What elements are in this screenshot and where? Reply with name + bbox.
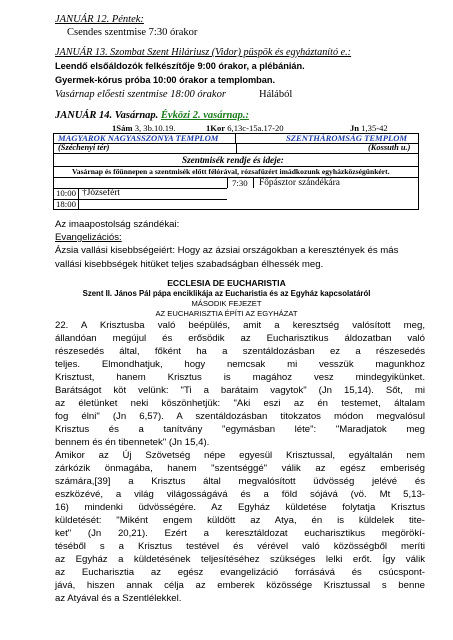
table-vrule-3 bbox=[253, 177, 254, 188]
table-rule-5 bbox=[53, 188, 227, 189]
table-rule-2 bbox=[53, 153, 419, 154]
article-line-2: állandóan megújul és erősödik az Eucharisztikus áldozatban való bbox=[55, 333, 425, 344]
article-line-10: bennem és én tibennetek" (Jn 15,4). bbox=[55, 437, 210, 448]
article-line-20: az Eucharisztia az egész evangelizáció forrásává és csúcspont- bbox=[55, 567, 425, 578]
prayer-label: Evangelizációs: bbox=[55, 232, 122, 243]
chapter-label: MÁSODIK FEJEZET bbox=[191, 299, 262, 308]
jan12-mass: Csendes szentmise 7:30 órakor bbox=[67, 27, 198, 38]
article-line-9: Krisztus és a tanítvány "egymásban léte": "Maradjatok meg bbox=[55, 424, 425, 435]
article-line-6: Barátságot köt velünk: "Ti a barátaim vagytok" (Jn 15,14). Sőt, mi bbox=[55, 385, 425, 396]
article-line-19: az Egyház a küldetésének teljesítéséhez szükséges lelki erőt. Így válik bbox=[55, 554, 425, 565]
article-subtitle: Szent II. János Pál pápa enciklikája az Eucharistia és az Egyház kapcsolatáról bbox=[82, 289, 371, 298]
table-vrule-2 bbox=[227, 177, 228, 188]
article-line-13: számára,[39] a Krisztus által megvalósított üdvösség jelévé és bbox=[55, 476, 425, 487]
right-mass-intention: Főpásztor szándékára bbox=[259, 178, 340, 188]
jan13-intention: Hálából bbox=[259, 89, 293, 100]
article-line-14: eszközévé, a világ világosságává és a föld sójává (vö. Mt 5,13- bbox=[55, 489, 425, 500]
left-church-place: (Széchenyi tér) bbox=[58, 143, 110, 152]
article-line-5: Krisztust, hanem Krisztus is magához vesz mindegyikünket. bbox=[55, 372, 425, 383]
article-line-11: Amikor az Új Szövetség népe egyesül Krisztussal, egyáltalán nem bbox=[55, 450, 425, 461]
rosary-note: Vasárnap és főünnepen a szentmisék előtt félórával, rózsafüzért imádkozunk egyházközségünkért. bbox=[72, 167, 390, 176]
article-line-16: küldetését: "Miként engem küldött az Atya, én is küldelek tite- bbox=[55, 515, 425, 526]
article-line-3: részesedés által, főként ha a szentáldozásban ez a részesedés bbox=[55, 346, 425, 357]
article-line-8: fog élni" (Jn 6,57). A szentáldozásban titokzatos módon megvalósul bbox=[55, 411, 425, 422]
prayer-line-1: Ázsia vallási kisebbségeiért: Hogy az ázsiai országokban a keresztények és más bbox=[55, 245, 399, 256]
jan13-vigil-mass: Vasárnap előesti szentmise 18:00 órakor bbox=[55, 89, 226, 100]
right-church-place: (Kossuth u.) bbox=[368, 143, 411, 152]
prayer-intro: Az imaapostolság szándékai: bbox=[55, 219, 180, 230]
table-vrule-1 bbox=[236, 143, 237, 153]
left-mass-time-2: 18:00 bbox=[56, 199, 77, 209]
article-line-15: 16) mindenki üdvösségére. Az Egyház küldetése folytatja Krisztus bbox=[55, 502, 425, 513]
article-line-22: az Atyával és a Szentlélekkel. bbox=[55, 593, 182, 604]
left-mass-time-1: 10:00 bbox=[56, 188, 77, 198]
jan14-sunday: Évközi 2. vasárnap.: bbox=[160, 110, 249, 121]
left-mass-intention-1: †Józsefért bbox=[82, 188, 121, 198]
right-church-name: SZENTHÁROMSÁG TEMPLOM bbox=[286, 133, 408, 143]
jan13-choir: Gyermek-kórus próba 10:00 órakor a templomban. bbox=[55, 75, 276, 85]
reading-3: Jn 1,35-42 bbox=[350, 123, 388, 133]
article-line-18: téséből s a Krisztus testével és vérével való közösségből meríti bbox=[55, 541, 425, 552]
jan13-firstcommunion: Leendő elsőáldozók felkészítője 9:00 órakor, a plébánián. bbox=[55, 61, 305, 71]
article-line-7: az életünket neki köszönhetjük: "Aki eszi az én testemet, általam bbox=[55, 398, 425, 409]
mass-order-title: Szentmisék rendje és ideje: bbox=[182, 155, 284, 165]
article-line-21: jává, hiszen annak célja az emberek közössége Krisztussal s benne bbox=[55, 580, 425, 591]
article-line-1: 22. A Krisztusba való beépülés, amit a keresztség valósított meg, bbox=[55, 320, 425, 331]
jan12-heading: JANUÁR 12. Péntek: bbox=[55, 14, 144, 25]
chapter-title: AZ EUCHARISZTIA ÉPÍTI AZ EGYHÁZAT bbox=[155, 309, 298, 318]
article-line-17: ket" (Jn 20,21). Ezért a keresztáldozat eucharisztikus megörökí- bbox=[55, 528, 425, 539]
table-rule-6 bbox=[53, 199, 227, 200]
reading-2: 1Kor 6,13c-15a.17-20 bbox=[206, 123, 284, 133]
article-line-12: zárkózik önmagába, hanem "szentséggé" válik az egész emberiség bbox=[55, 463, 425, 474]
reading-1: 1Sám 3, 3b.10.19. bbox=[112, 123, 176, 133]
article-line-4: teljes. Elmondhatjuk, hogy nemcsak mi vesszük magunkhoz bbox=[55, 359, 425, 370]
article-title: ECCLESIA DE EUCHARISTIA bbox=[167, 278, 286, 288]
jan14-heading bbox=[55, 111, 249, 122]
jan14-date: JANUÁR 14. Vasárnap. bbox=[55, 110, 159, 121]
right-mass-time: 7:30 bbox=[232, 178, 248, 188]
left-church-name: MAGYAROK NAGYASSZONYA TEMPLOM bbox=[58, 133, 219, 143]
jan13-heading: JANUÁR 13. Szombat Szent Hiláriusz (Vidor) püspök és egyháztanító e.: bbox=[55, 47, 352, 58]
prayer-line-2: vallási kisebbségek hitüket teljes szabadságban élhessék meg. bbox=[55, 259, 324, 270]
